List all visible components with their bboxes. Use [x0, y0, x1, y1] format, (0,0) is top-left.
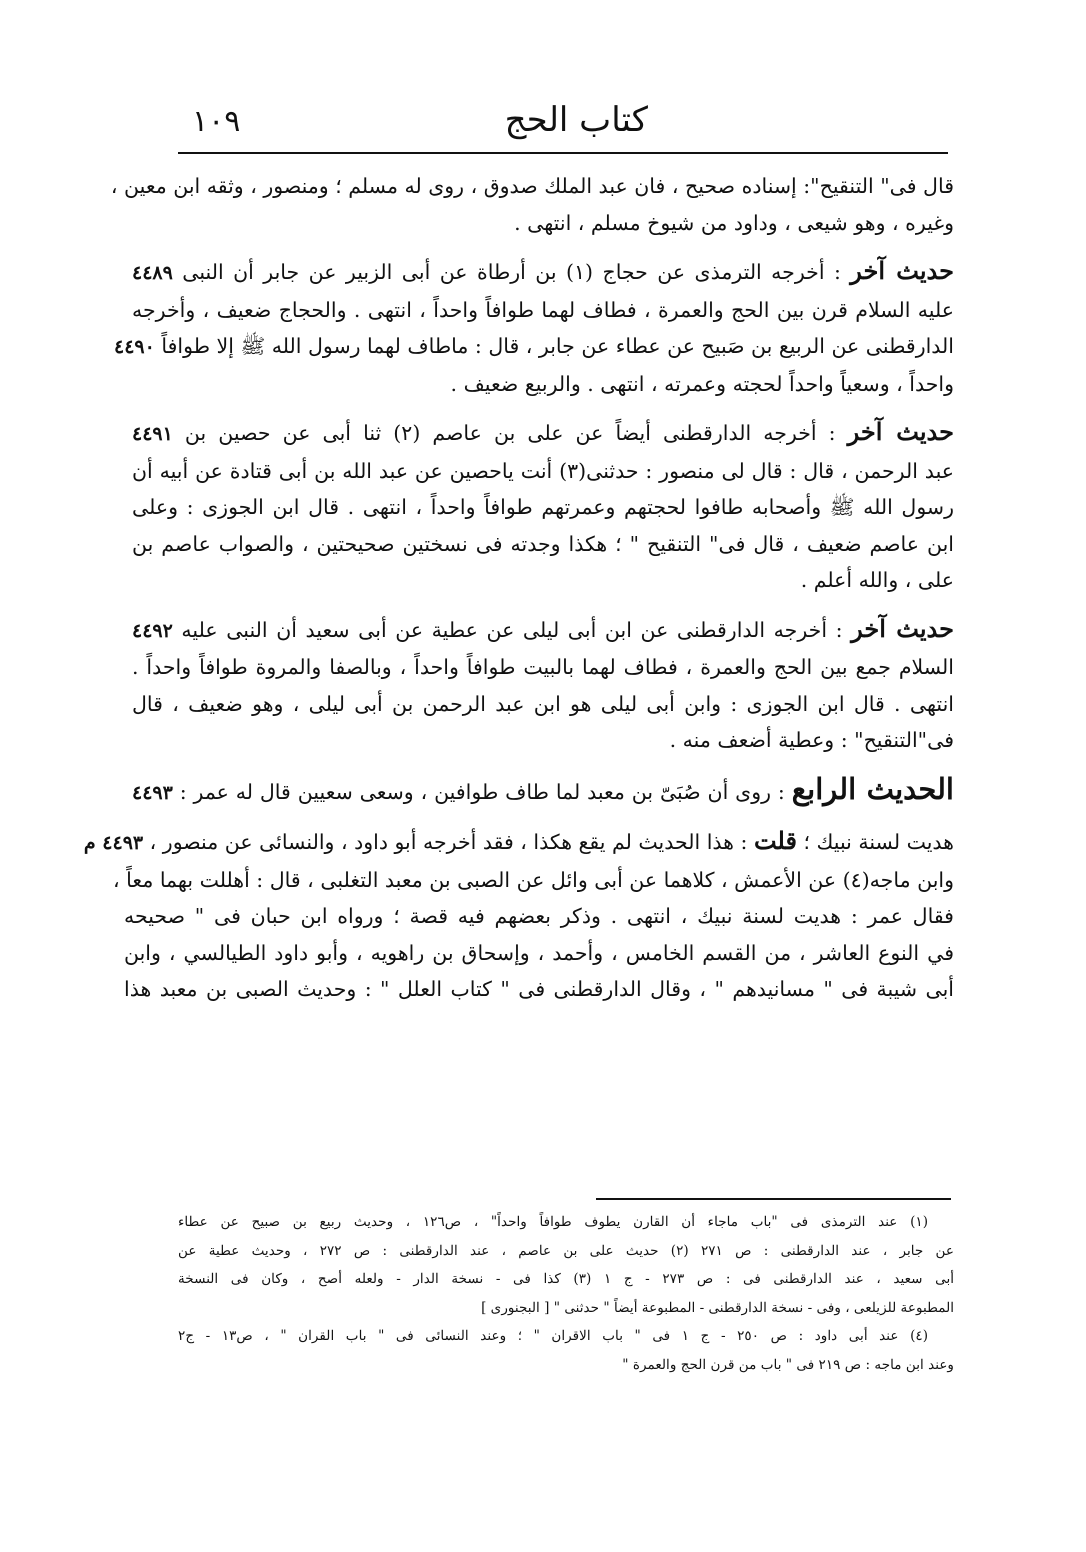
footnote-line: المطبوعة للزيلعى ، وفى - نسخة الدارقطنى - المطبوعة أيضاً " حدثنى " [ البجنورى ] — [481, 1299, 954, 1316]
footnote-line: وعند ابن ماجه : ص ٢١٩ فى " باب من قرن الحج والعمرة " — [622, 1356, 954, 1373]
header-rule — [178, 152, 948, 154]
text-segment: الدارقطنى عن الربيع بن صَبيح عن عطاء عن جابر ، قال : ماطاف لهما رسول الله ﷺ إلا طوافاً — [161, 334, 954, 358]
footnote-rule — [596, 1198, 951, 1200]
text-line: ابن عاصم ضعيف ، قال فى" التنقيح " ؛ هكذا وجدته فى نسختين صحيحتين ، والصواب عاصم بن — [132, 531, 954, 556]
text-segment: : أخرجه الدارقطنى عن ابن أبى ليلى عن عطية عن أبى سعيد أن النبى عليه — [181, 617, 843, 642]
text-line: فى"التنقيح" : وعطية أضعف منه . — [669, 728, 954, 752]
text-line: وابن ماجه(٤) عن الأعمش ، كلاهما عن أبى وائل عن الصبى بن معبد التغلبى ، قال : أهللت بهما معاً ، — [113, 867, 954, 892]
page-header — [178, 96, 948, 146]
section-label: الحديث الرابع — [791, 771, 954, 806]
text-line: قال فى" التنقيح": إسناده صحيح ، فان عبد الملك صدوق ، روى له مسلم ؛ ومنصور ، وثقه ابن معين ، — [110, 174, 954, 198]
text-line: فقال عمر : هديت لسنة نبيك ، انتهى . وذكر بعضهم فيه قصة ؛ ورواه ابن حبان فى " صحيحه — [124, 904, 954, 928]
text-segment: هديت لسنة نبيك ؛ — [803, 830, 954, 854]
text-line — [83, 823, 954, 862]
paragraph-6 — [83, 823, 954, 1008]
hadith-number: ٤٤٩١ — [132, 423, 173, 445]
text-segment: : هذا الحديث لم يقع هكذا ، فقد أخرجه أبو داود ، والنسائى عن منصور ، — [149, 830, 748, 854]
footnote-line: عن جابر ، عند الدارقطنى : ص ٢٧١ (٢) حديث على بن عاصم ، عند الدارقطنى : ص ٢٧٢ ، وحديث عطية عن — [178, 1242, 955, 1259]
text-line: انتهى . قال ابن الجوزى : وابن أبى ليلى هو ابن عبد الرحمن بن أبى ليلى ، وهو ضعيف ، قال — [132, 691, 954, 716]
footnotes — [178, 1208, 954, 1379]
text-line — [132, 253, 954, 292]
text-line — [132, 414, 954, 453]
text-line: عليه السلام قرن بين الحج والعمرة ، فطاف لهما طوافاً واحداً ، انتهى . والحجاج ضعيف ، وأخرجه — [132, 297, 954, 322]
text-line — [114, 328, 954, 366]
footnote-line: (١) عند الترمذى فى "باب ماجاء أن القارن يطوف طوافاً واحداً" ، ص١٢٦ ، وحديث ربيع بن صبيح عن عطاء — [178, 1214, 929, 1230]
text-line: أبى شيبة فى " مسانيدهم " ، وقال الدارقطنى فى " كتاب العلل " : وحديث الصبى بن معبد هذا — [124, 977, 954, 1001]
text-line — [132, 771, 954, 812]
paragraph-2 — [114, 253, 954, 402]
paragraph-1 — [110, 168, 954, 241]
text-segment: : أخرجه الدارقطنى أيضاً عن على بن عاصم (٢) ثنا أبى عن حصين بن — [184, 421, 836, 445]
text-line: على ، والله أعلم . — [800, 568, 954, 592]
chapter-title: كتاب الحج — [504, 100, 648, 140]
hadith-number: ٤٤٩٠ — [114, 336, 155, 358]
text-line: واحداً ، وسعياً واحداً لحجته وعمرته ، انتهى . والربيع ضعيف . — [450, 371, 954, 396]
paragraph-4 — [132, 611, 954, 759]
section-label: حديث آخر — [851, 613, 954, 643]
section-label: حديث آخر — [850, 256, 954, 285]
text-line — [132, 611, 954, 650]
section-label: قلت — [753, 826, 797, 855]
hadith-number: ٤٤٩٢ — [132, 619, 173, 642]
hadith-number: ٤٤٩٣ م — [83, 832, 144, 854]
text-line: وغيره ، وهو شيعى ، وداود من شيوخ مسلم ، انتهى . — [514, 210, 954, 235]
text-line: عبد الرحمن ، قال : قال لى منصور : حدثنى(٣) أنت ياحصين عن عبد الله بن أبى قتادة عن أبيه أن — [132, 458, 954, 483]
main-text — [83, 168, 954, 1020]
text-line: رسول الله ﷺ وأصحابه طافوا لحجتهم وعمرتهم طوافاً واحداً ، انتهى . قال ابن الجوزى : وعلى — [132, 495, 954, 519]
section-label: حديث آخر — [847, 417, 954, 446]
page-number: ١٠٩ — [192, 104, 241, 139]
text-segment: : أخرجه الترمذى عن حجاج (١) بن أرطاة عن أبى الزبير عن جابر أن النبى — [182, 260, 841, 284]
footnote-line: أبى سعيد ، عند الدارقطنى فى : ص ٢٧٣ - ج ١ (٣) كذا فى - نسخة الدار - ولعله أصح ، وكان فى النسخة — [178, 1271, 955, 1287]
paragraph-5 — [132, 771, 954, 812]
footnote-line: (٤) عند أبى داود : ص ٢٥٠ - ج ١ فى " باب الاقران " ؛ وعند النسائى فى " باب القران " ، ص١٣ - ج٢ — [178, 1328, 929, 1344]
text-segment: : روى أن صُبَىّ بن معبد لما طاف طوافين ، وسعى سعيين قال له عمر : — [179, 779, 785, 804]
hadith-number: ٤٤٨٩ — [132, 262, 173, 284]
paragraph-3 — [132, 414, 954, 599]
text-line: في النوع العاشر ، من القسم الخامس ، وأحمد ، وإسحاق بن راهويه ، وأبو داود الطيالسي ، وابن — [124, 940, 954, 965]
text-line: السلام جمع بين الحج والعمرة ، فطاف لهما بالبيت طوافاً واحداً ، وبالصفا والمروة طوافاً واحداً . — [132, 655, 954, 679]
hadith-number: ٤٤٩٣ — [132, 781, 173, 804]
